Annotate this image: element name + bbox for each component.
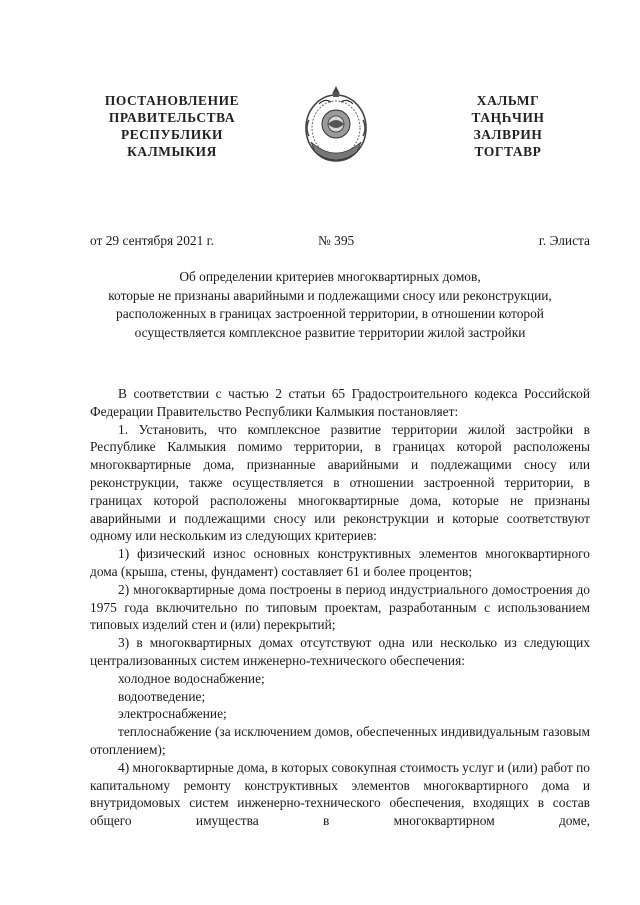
document-number: № 395 bbox=[318, 233, 355, 248]
criterion-3: 3) в многоквартирных домах отсутствуют одна или несколько из следующих централизованных систем инженерно-технического обеспечения: bbox=[90, 635, 590, 668]
title-line: которые не признаны аварийными и подлежащими сносу или реконструкции, bbox=[108, 287, 552, 303]
title-line: расположенных в границах застроенной территории, в отношении которой bbox=[116, 306, 544, 321]
system-drainage: водоотведение; bbox=[118, 688, 206, 704]
document-title bbox=[60, 268, 600, 342]
paragraph-1: 1. Установить, что комплексное развитие территории жилой застройки в Республике Калмыкия помимо территории, в границах которой расположены многоквартирные дома, признанные аварийными и подлежащими сносу или реконструкции, также осуществляется в отношении застроенной территории, в границах которой расположены многоквартирные дома, которые не признаны аварийными и подлежащими сносу или реконструкции и которые соответствуют одному или нескольким из следующих критериев: bbox=[90, 421, 590, 544]
document-date: от 29 сентября 2021 г. bbox=[90, 233, 214, 248]
header-left-line: РЕСПУБЛИКИ bbox=[120, 127, 224, 142]
document-city: г. Элиста bbox=[538, 233, 590, 248]
system-cold-water: холодное водоснабжение; bbox=[118, 670, 265, 686]
criterion-2: 2) многоквартирные дома построены в период индустриального домостроения до 1975 года включительно по типовым проектам, разработанным с использованием типовых изделий стен и (или) перекрытий; bbox=[90, 581, 590, 633]
header-right-line: ЗАЛВРИН bbox=[473, 127, 543, 142]
system-electricity: электроснабжение; bbox=[118, 706, 227, 722]
header-right-line: ХАЛЬМГ bbox=[476, 93, 540, 108]
header-left-line: ПОСТАНОВЛЕНИЕ bbox=[104, 93, 240, 108]
intro-paragraph: В соответствии с частью 2 статьи 65 Градостроительного кодекса Российской Федерации Правительство Республики Калмыкия постановляет: bbox=[90, 386, 590, 419]
kalmykia-coat-of-arms-icon bbox=[297, 80, 375, 172]
header-left-russian bbox=[92, 92, 252, 160]
header-left-line: КАЛМЫКИЯ bbox=[127, 144, 217, 159]
criterion-1: 1) физический износ основных конструктивных элементов многоквартирного дома (крыша, стены, фундамент) составляет 61 и более процентов; bbox=[90, 546, 590, 579]
header-right-line: ТОГТАВР bbox=[474, 144, 542, 159]
system-heating: теплоснабжение (за исключением домов, обеспеченных индивидуальным газовым отоплением); bbox=[90, 724, 590, 757]
header-right-line: ТАҢҺЧИН bbox=[471, 110, 545, 125]
dateline bbox=[90, 233, 590, 251]
header-left-line: ПРАВИТЕЛЬСТВА bbox=[108, 110, 236, 125]
title-line: осуществляется комплексное развитие территории жилой застройки bbox=[134, 324, 526, 340]
criterion-4: 4) многоквартирные дома, в которых совокупная стоимость услуг и (или) работ по капитальному ремонту конструктивных элементов многоквартирного дома и внутридомовых систем инженерно-технического обеспечения, входящих в состав общего имущества в многоквартирном доме, bbox=[90, 759, 590, 829]
header-right-kalmyk bbox=[448, 92, 568, 160]
document-body bbox=[90, 385, 590, 830]
title-line: Об определении критериев многоквартирных домов, bbox=[179, 269, 481, 284]
